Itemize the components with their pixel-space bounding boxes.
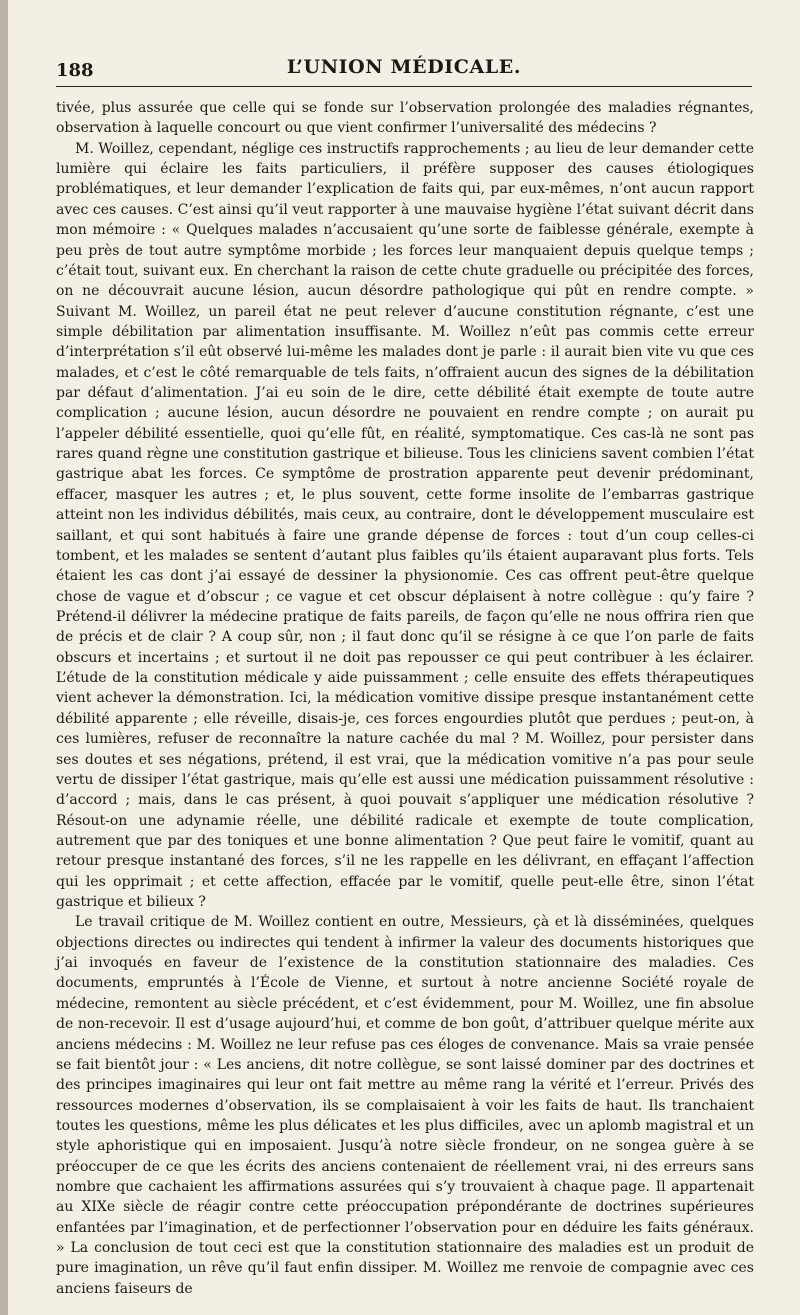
paragraph: M. Woillez, cependant, néglige ces instructifs rapprochements ; au lieu de leur demander cette lumière qui éclaire les faits particuliers, il préfère supposer des causes étiologiques problématiques, et leur demander l’explication de faits qui, par eux-mêmes, n’ont aucun rapport avec ces causes. C’est ainsi qu’il veut rapporter à une mauvaise hygiène l’état suivant décrit dans mon mémoire : « Quelques malades n’accusaient qu’une sorte de faiblesse générale, exempte à peu près de tout autre symptôme morbide ; les forces leur manquaient depuis quelque temps ; c’était tout, suivant eux. En cherchant la raison de cette chute graduelle ou précipitée des forces, on ne découvrait aucune lésion, aucun désordre pathologique qui pût en rendre compte. » Suivant M. Woillez, un pareil état ne peut relever d’aucune constitution régnante, c’est une simple débilitation par alimentation insuffisante. M. Woillez n’eût pas commis cette erreur d’interprétation s’il eût observé lui-même les malades dont je parle : il aurait bien vite vu que ces malades, et c’est le côté remarquable de tels faits, n’offraient aucun des signes de la débilitation par défaut d’alimentation. J’ai eu soin de le dire, cette débilité était exempte de toute autre complication ; aucune lésion, aucun désordre ne pouvaient en rendre compte ; on aurait pu l’appeler débilité essentielle, quoi qu’elle fût, en réalité, symptomatique. Ces cas-là ne sont pas rares quand règne une constitution gastrique et bilieuse. Tous les cliniciens savent combien l’état gastrique abat les forces. Ce symptôme de prostration apparente peut devenir prédominant, effacer, masquer les autres ; et, le plus souvent, cette forme insolite de l’embarras gastrique atteint non les individus débilités, mais ceux, au contraire, dont le développement musculaire est saillant, et qui sont habitués à faire une grande dépense de forces : tout d’un coup celles-ci tombent, et les malades se sentent d’autant plus faibles qu’ils étaient auparavant plus forts. Tels étaient les cas dont j’ai essayé de dessiner la physionomie. Ces cas offrent peut-être quelque chose de vague et d’obscur ; ce vague et cet obscur déplaisent à notre collègue : qu’y faire ? Prétend-il délivrer la médecine pratique de faits pareils, de façon qu’elle ne nous offrira rien que de précis et de clair ? A coup sûr, non ; il faut donc qu’il se résigne à ce que l’on parle de faits obscurs et incertains ; et surtout il ne doit pas repousser ce qui peut contribuer à les éclairer. L’étude de la constitution médicale y aide puissamment ; celle ensuite des effets thérapeutiques vient achever la démonstration. Ici, la médication vomitive dissipe presque instantanément cette débilité apparente ; elle réveille, disais-je, ces forces engourdies plutôt que perdues ; peut-on, à ces lumières, refuser de reconnaître la nature cachée du mal ? M. Woillez, pour persister dans ses doutes et ses négations, prétend, il est vrai, que la médication vomitive n’a pas pour seule vertu de dissiper l’état gastrique, mais qu’elle est aussi une médication puissamment résolutive : d’accord ; mais, dans le cas présent, à quoi pouvait s’appliquer une médication résolutive ? Résout-on une adynamie réelle, une débilité radicale et exempte de toute complication, autrement que par des toniques et une bonne alimentation ? Que peut faire le vomitif, quant au retour presque instantané des forces, s’il ne les rappelle en les délivrant, en effaçant l’affection qui les opprimait ; et cette affection, effacée par le vomitif, quelle peut-elle être, sinon l’état gastrique et bilieux ? bbox=[56, 140, 754, 911]
page-header bbox=[56, 52, 752, 82]
binding-edge bbox=[0, 0, 8, 1315]
header-rule bbox=[56, 86, 752, 87]
paragraph-continuation: tivée, plus assurée que celle qui se fonde sur l’observation prolongée des maladies régnantes, observation à laquelle concourt ou que vient confirmer l’universalité des médecins ? bbox=[56, 100, 754, 137]
paragraph: Le travail critique de M. Woillez contient en outre, Messieurs, çà et là disséminées, quelques objections directes ou indirectes qui tendent à infirmer la valeur des documents historiques que j’ai invoqués en faveur de l’existence de la constitution stationnaire des maladies. Ces documents, empruntés à l’École de Vienne, et surtout à notre ancienne Société royale de médecine, remontent au siècle précédent, et c’est évidemment, pour M. Woillez, une fin absolue de non-recevoir. Il est d’usage aujourd’hui, et comme de bon goût, d’attribuer quelque mérite aux anciens médecins : M. Woillez ne leur refuse pas ces éloges de convenance. Mais sa vraie pensée se fait bientôt jour : « Les anciens, dit notre collègue, se sont laissé dominer par des doctrines et des principes imaginaires qui leur ont fait mettre au même rang la vérité et l’erreur. Privés des ressources modernes d’observation, ils se complaisaient à voir les faits de haut. Ils tranchaient toutes les questions, même les plus délicates et les plus difficiles, avec un aplomb magistral et un style aphoristique qui en imposaient. Jusqu’à notre siècle frondeur, on ne songea guère à se préoccuper de ce que les écrits des anciens contenaient de réellement vrai, ni des erreurs sans nombre que cachaient les affirmations assurées qui s’y trouvaient à chaque page. Il appartenait au XIXe siècle de réagir contre cette préoccupation prépondérante de doctrines supérieures enfantées par l’imagination, et de perfectionner l’observation pour en déduire les faits généraux. » La conclusion de tout ceci est que la constitution stationnaire des maladies est un produit de pure imagination, un rêve qu’il faut enfin dissiper. M. Woillez me renvoie de compagnie avec ces anciens faiseurs de bbox=[56, 914, 754, 1297]
running-title: L’UNION MÉDICALE. bbox=[286, 56, 522, 78]
article-body bbox=[56, 98, 754, 1299]
page-number: 188 bbox=[56, 60, 94, 81]
